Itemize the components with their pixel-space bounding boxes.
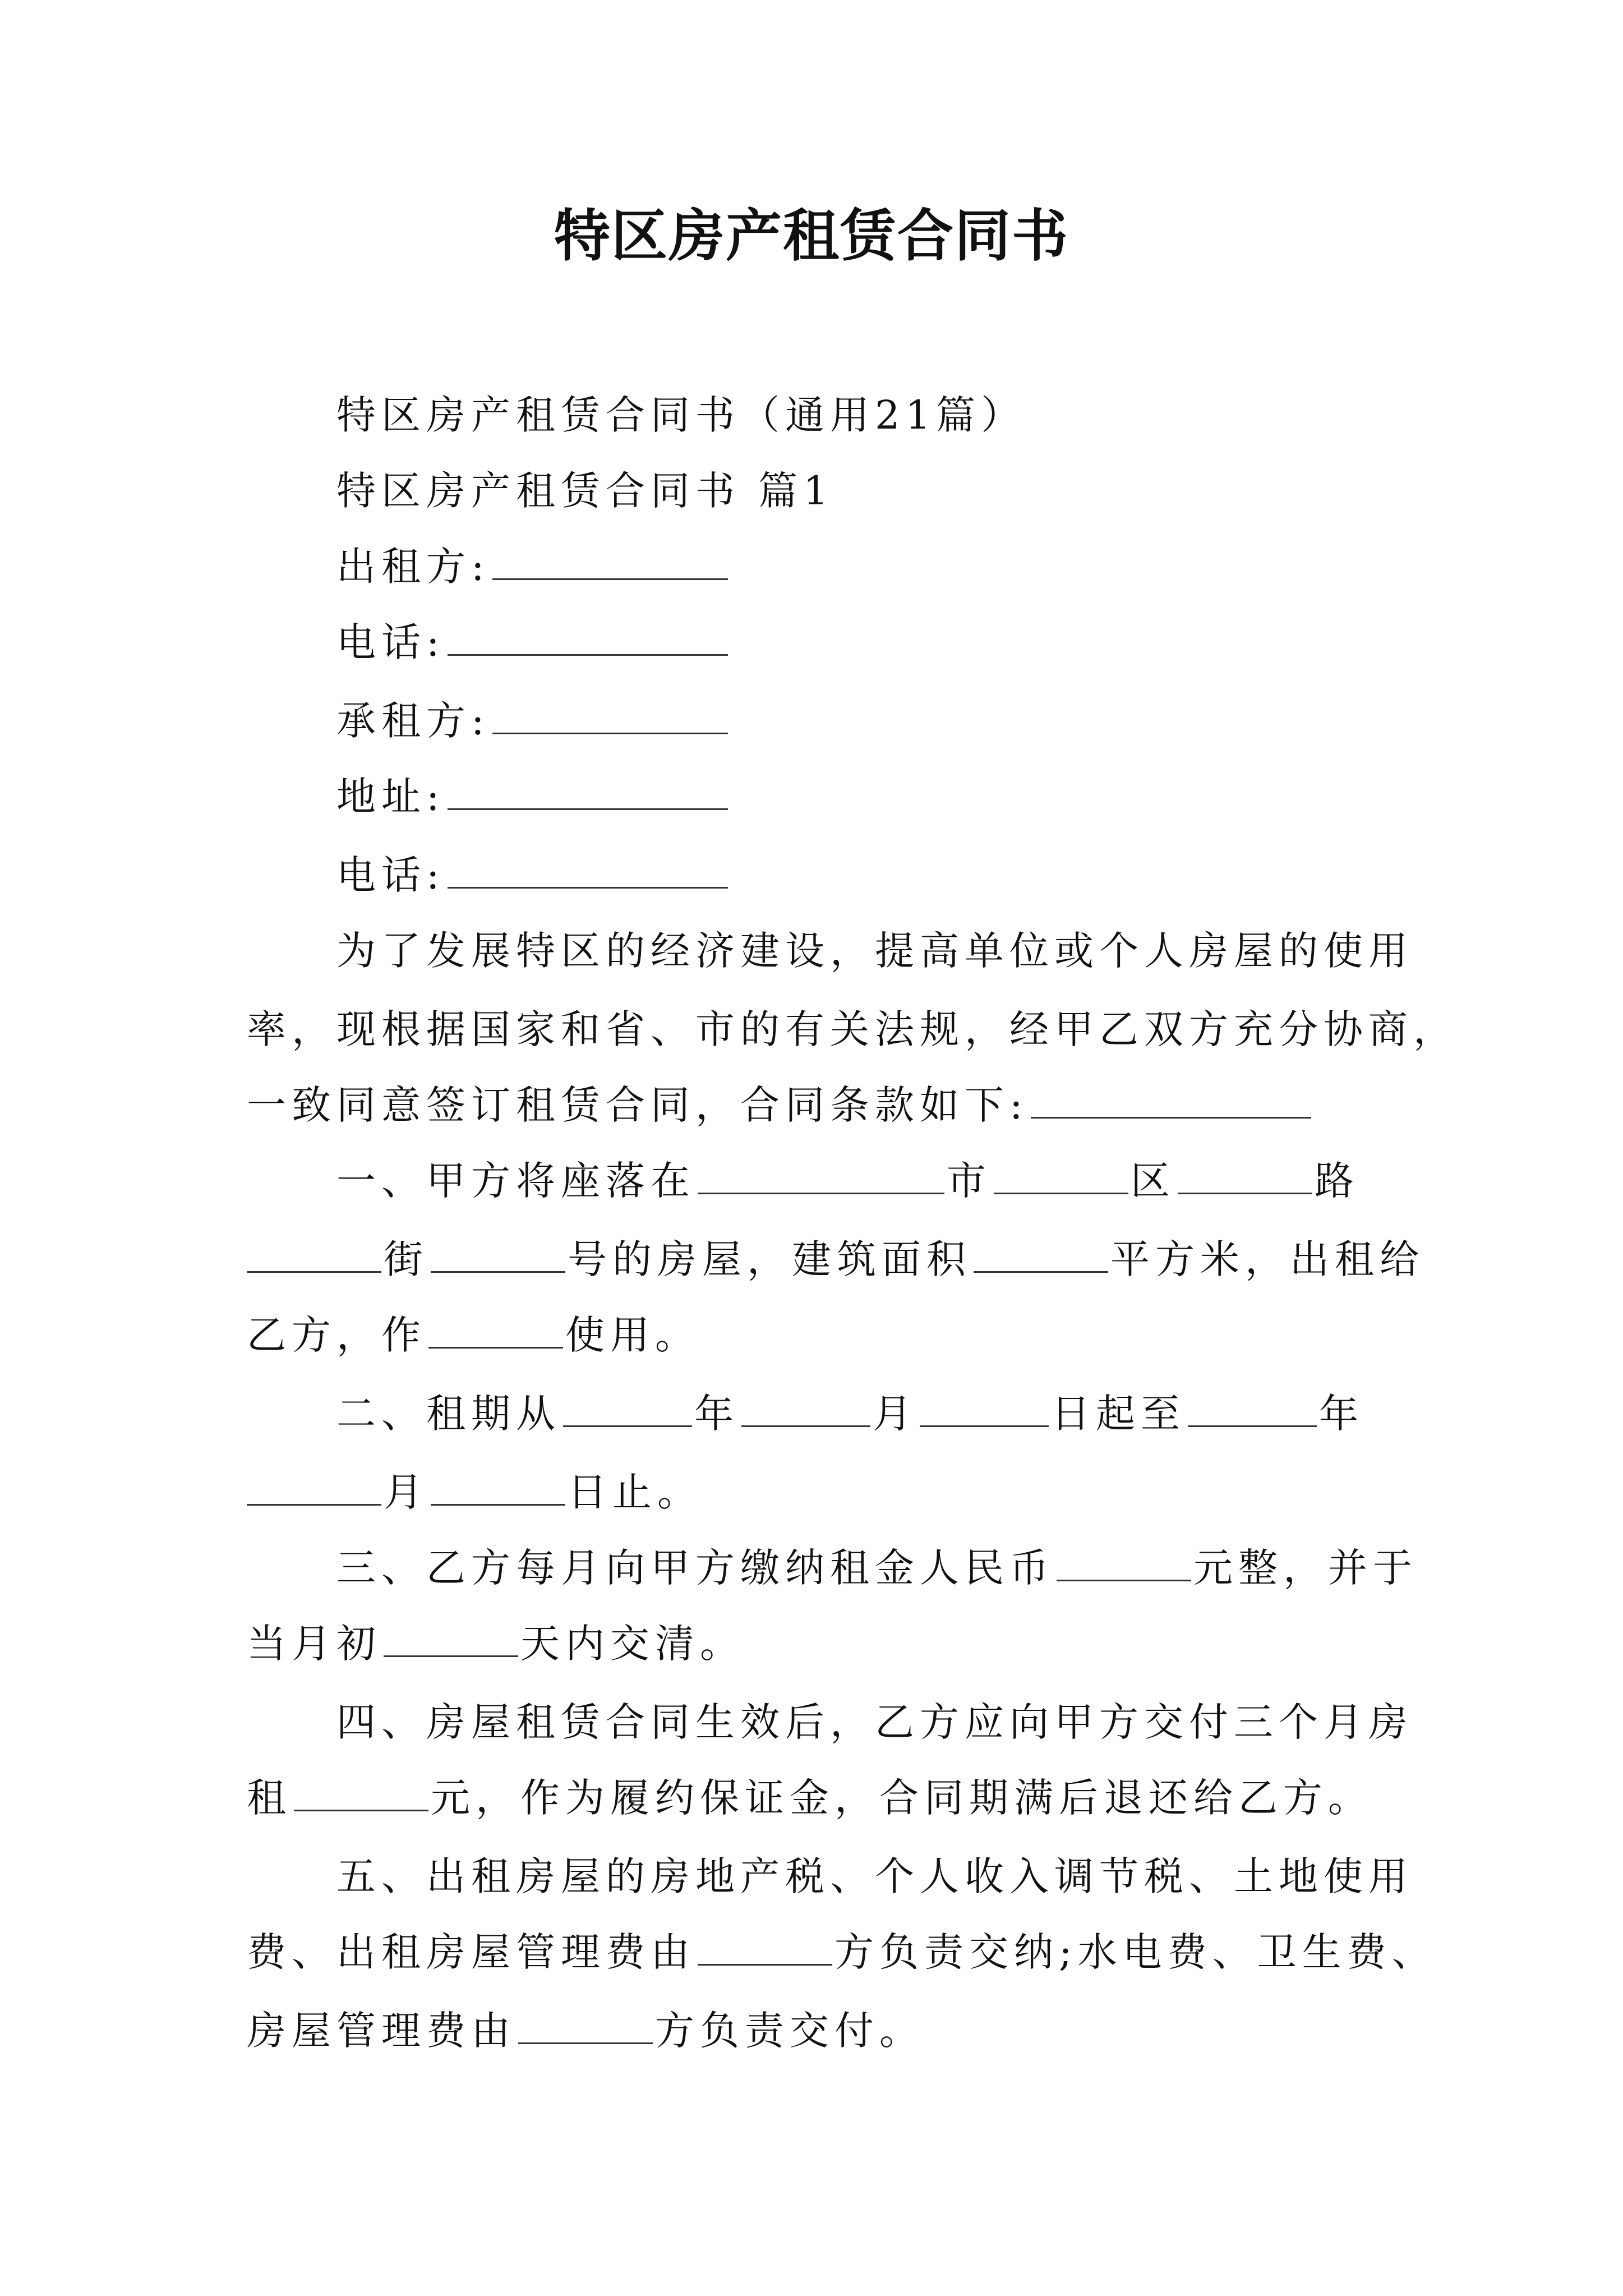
clause-5-line-1: 五、出租房屋的房地产税、个人收入调节税、土地使用 — [336, 1853, 1413, 1899]
fill-in-blank — [698, 1930, 832, 1966]
clause-2-line-1: 二、租期从 年 月 日起至 年 — [336, 1391, 1364, 1437]
fill-in-blank — [974, 1237, 1108, 1273]
fill-in-blank — [920, 1392, 1049, 1427]
field-label: 电话: — [336, 852, 445, 898]
fill-in-blank — [247, 1470, 381, 1506]
clause-3-line-1: 三、乙方每月向甲方缴纳租金人民币 元整，并于 — [336, 1545, 1418, 1591]
clause-5-line-3: 房屋管理费由 方负责交付。 — [247, 2008, 924, 2054]
field-address — [336, 769, 730, 825]
preamble-line-2: 率，现根据国家和省、市的有关法规，经甲乙双方充分协商， — [247, 1006, 1458, 1052]
fill-in-blank — [247, 1237, 381, 1273]
fill-in-blank — [384, 1622, 518, 1657]
fill-in-blank — [1188, 1392, 1317, 1427]
section-heading: 特区房产租赁合同书 篇1 — [336, 468, 834, 514]
fill-in-blank — [1057, 1546, 1191, 1581]
fill-in-blank — [492, 545, 728, 580]
field-phone — [336, 614, 730, 670]
field-label: 承租方: — [336, 698, 490, 744]
preamble-line-1: 为了发展特区的经济建设，提高单位或个人房屋的使用 — [336, 928, 1413, 974]
field-lessee — [336, 693, 730, 749]
fill-in-blank — [431, 1470, 565, 1506]
field-label: 出租方: — [336, 544, 490, 590]
document-title: 特区房产租赁合同书 — [554, 203, 1069, 269]
fill-in-blank — [1178, 1159, 1312, 1194]
clause-4-line-2: 租 元，作为履约保证金，合同期满后退还给乙方。 — [247, 1775, 1373, 1821]
clause-4-line-1: 四、房屋租赁合同生效后，乙方应向甲方交付三个月房 — [336, 1699, 1413, 1745]
fill-in-blank — [994, 1159, 1128, 1194]
field-phone-2 — [336, 847, 730, 903]
fill-in-blank — [698, 1159, 944, 1194]
field-lessor — [336, 539, 730, 595]
fill-in-blank — [563, 1392, 692, 1427]
clause-3-line-2: 当月初 天内交清。 — [247, 1621, 745, 1667]
clause-5-line-2: 费、出租房屋管理费由 方负责交纳;水电费、卫生费、 — [247, 1929, 1437, 1975]
clause-1-line-2: 街 号的房屋，建筑面积 平方米，出租给 — [247, 1231, 1424, 1287]
fill-in-blank — [428, 1313, 563, 1349]
fill-in-blank — [518, 2009, 653, 2044]
fill-in-blank — [1031, 1083, 1311, 1119]
fill-in-blank — [294, 1776, 428, 1811]
fill-in-blank — [448, 775, 728, 810]
fill-in-blank — [448, 620, 728, 656]
clause-2-line-2: 月 日止。 — [247, 1464, 702, 1520]
document-subtitle: 特区房产租赁合同书（通用21篇） — [336, 392, 1026, 438]
fill-in-blank — [741, 1392, 870, 1427]
field-label: 电话: — [336, 619, 445, 665]
preamble-line-3: 一致同意签订租赁合同，合同条款如下: — [247, 1077, 1313, 1133]
fill-in-blank — [448, 853, 728, 889]
clause-1-line-3: 乙方，作 使用。 — [247, 1312, 700, 1358]
clause-1-line-1: 一、甲方将座落在 市 区 路 — [336, 1158, 1359, 1204]
fill-in-blank — [431, 1237, 565, 1273]
fill-in-blank — [492, 699, 728, 734]
field-label: 地址: — [336, 774, 445, 820]
